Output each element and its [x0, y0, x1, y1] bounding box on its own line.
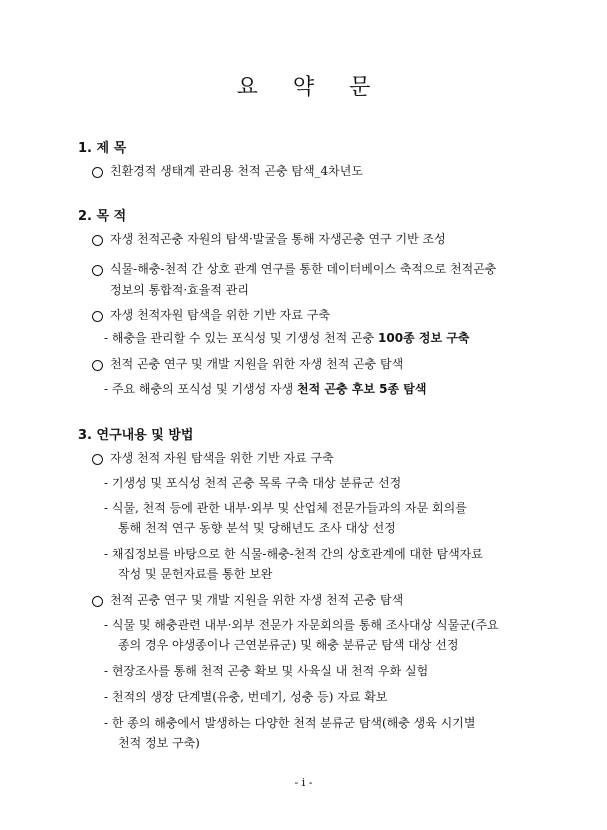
- circle-bullet-icon: [92, 360, 103, 371]
- section-3-item-1-sub-2: - 식물, 천적 등에 관한 내부·외부 및 산업체 전문가들과의 자문 회의를: [104, 501, 467, 515]
- circle-bullet-icon: [92, 235, 103, 246]
- section-2-item-3: 자생 천적자원 탐색을 위한 기반 자료 구축: [110, 308, 330, 322]
- section-3-item-2-sub-1: - 식물 및 해충관련 내부·외부 전문가 자문회의를 통해 조사대상 식물군(주요: [104, 618, 499, 632]
- sub-text-bold: 천적 곤충 후보 5종 탐색: [297, 382, 427, 396]
- section-heading-2: 2. 목 적: [78, 209, 127, 224]
- section-3-item-1-sub-2-cont: 통해 천적 연구 동향 분석 및 당해년도 조사 대상 선정: [118, 521, 396, 535]
- page-title: 요 약 문: [236, 75, 385, 100]
- section-3-item-2-sub-4: - 한 종의 해충에서 발생하는 다양한 천적 분류군 탐색(해충 생육 시기별: [104, 716, 476, 730]
- section-2-item-1: 자생 천적곤충 자원의 탐색·발굴을 통해 자생곤충 연구 기반 조성: [110, 232, 446, 246]
- circle-bullet-icon: [92, 265, 103, 276]
- section-1-item-1: 친환경적 생태계 관리용 천적 곤충 탐색_4차년도: [110, 164, 363, 178]
- sub-text-bold: 100종 정보 구축: [378, 331, 470, 345]
- section-3-item-2-sub-4-cont: 천적 정보 구축): [118, 736, 200, 750]
- section-heading-1: 1. 제 목: [78, 141, 127, 156]
- section-2-item-2: 식물-해충-천적 간 상호 관계 연구를 통한 데이터베이스 축적으로 천적곤충: [110, 262, 497, 276]
- section-2-item-4: 천적 곤충 연구 및 개발 지원을 위한 자생 천적 곤충 탐색: [110, 357, 404, 371]
- section-3-item-2-sub-3: - 천적의 생장 단계별(유충, 번데기, 성충 등) 자료 확보: [104, 690, 388, 704]
- circle-bullet-icon: [92, 167, 103, 178]
- sub-text: - 해충을 관리할 수 있는 포식성 및 기생성 천적 곤충: [104, 331, 379, 345]
- sub-text: - 주요 해충의 포식성 및 기생성 자생: [104, 382, 298, 396]
- section-2-item-2-cont: 정보의 통합적·효율적 관리: [110, 283, 249, 297]
- circle-bullet-icon: [92, 311, 103, 322]
- section-heading-3: 3. 연구내용 및 방법: [78, 428, 194, 443]
- section-3-item-1-sub-3-cont: 작성 및 문헌자료를 통한 보완: [118, 567, 273, 581]
- section-3-item-1-sub-1: - 기생성 및 포식성 천적 곤충 목록 구축 대상 분류군 선정: [104, 476, 402, 490]
- section-3-item-2-sub-2: - 현장조사를 통해 천적 곤충 확보 및 사육실 내 천적 우화 실험: [104, 664, 429, 678]
- section-3-item-1-sub-3: - 채집정보를 바탕으로 한 식물-해충-천적 간의 상호관계에 대한 탐색자료: [104, 547, 483, 561]
- section-2-item-3-sub: [104, 330, 469, 346]
- section-3-item-2: 천적 곤충 연구 및 개발 지원을 위한 자생 천적 곤충 탐색: [110, 593, 404, 607]
- circle-bullet-icon: [92, 454, 103, 465]
- section-3-item-2-sub-1-cont: 종의 경우 야생종이나 근연분류군) 및 해충 분류군 탐색 대상 선정: [118, 638, 459, 652]
- section-2-item-4-sub: [104, 381, 426, 397]
- section-3-item-1: 자생 천적 자원 탐색을 위한 기반 자료 구축: [110, 451, 334, 465]
- circle-bullet-icon: [92, 596, 103, 607]
- page-number: - i -: [294, 776, 313, 789]
